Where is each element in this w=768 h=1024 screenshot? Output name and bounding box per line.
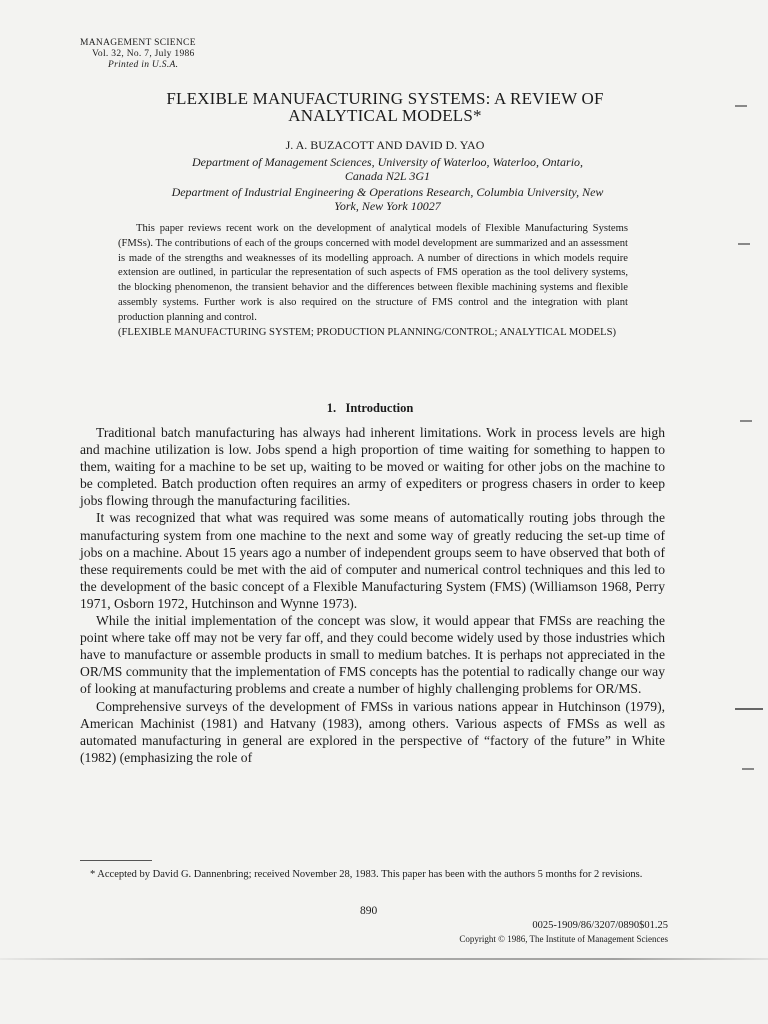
footnote: [80, 868, 680, 882]
paper-authors: J. A. BUZACOTT AND DAVID D. YAO: [285, 138, 485, 152]
scan-margin-mark: [742, 768, 754, 770]
paragraph: While the initial implementation of the concept was slow, it would appear that FMSs are reaching the point where take off may not be very far off, and they could become widely used by those industries which have to manufacture or assemble products in small to medium batches. It is perhaps not appreciated in the OR/MS community that the implementation of FMS concepts has the potential to radically change our way of looking at manufacturing problems and create a number of highly challenging problems for OR/MS.: [80, 613, 665, 697]
journal-header: [80, 38, 196, 71]
section-heading: [0, 401, 740, 416]
footnote-text: * Accepted by David G. Dannenbring; received November 28, 1983. This paper has been with the authors 5 months for 2 revisions.: [90, 869, 643, 880]
affiliation-line: Department of Management Sciences, University of Waterloo, Waterloo, Ontario,: [191, 155, 584, 169]
journal-volume: Vol. 32, No. 7, July 1986: [92, 49, 195, 59]
section-number: 1.: [326, 401, 337, 415]
keywords: (FLEXIBLE MANUFACTURING SYSTEM; PRODUCTION PLANNING/CONTROL; ANALYTICAL MODELS): [118, 326, 617, 338]
title-line: ANALYTICAL MODELS*: [288, 106, 482, 125]
paragraph: Traditional batch manufacturing has always had inherent limitations. Work in process levels are high and machine utilization is low. Jobs spend a high proportion of time waiting for something to happen to them, waiting for a machine to be set up, waiting to be moved or waiting for other jobs on the machine to be completed. Batch production often requires an army of expediters or progress chasers in order to keep jobs flowing through the manufacturing facilities.: [80, 425, 665, 509]
scan-edge-line: [0, 958, 768, 960]
copyright-notice: Copyright © 1986, The Institute of Management Sciences: [459, 934, 668, 944]
body-text: [80, 424, 665, 766]
footnote-divider: [80, 860, 152, 861]
paper-title: [90, 90, 680, 124]
scan-margin-mark: [735, 708, 763, 710]
journal-name: MANAGEMENT SCIENCE: [80, 38, 196, 48]
scan-margin-mark: [740, 420, 752, 422]
affiliation-line: York, New York 10027: [334, 199, 441, 213]
affiliation-line: Department of Industrial Engineering & Operations Research, Columbia University, New: [171, 185, 604, 199]
journal-printed: Printed in U.S.A.: [108, 60, 179, 70]
paragraph: Comprehensive surveys of the development of FMSs in various nations appear in Hutchinson (1979), American Machinist (1981) and Hatvany (1983), among others. Various aspects of FMSs as well as automated manufacturing in general are explored in the perspective of “factory of the future” in White (1982) (emphasizing the role of: [80, 698, 665, 765]
affiliation-line: Canada N2L 3G1: [344, 169, 431, 183]
title-line: FLEXIBLE MANUFACTURING SYSTEMS: A REVIEW OF: [166, 89, 604, 108]
scan-margin-mark: [738, 243, 750, 245]
scan-margin-mark: [735, 105, 747, 107]
abstract: [118, 222, 628, 340]
section-title: Introduction: [345, 401, 414, 415]
article-code: 0025-1909/86/3207/0890$01.25: [532, 920, 668, 931]
paragraph: It was recognized that what was required was some means of automatically routing jobs through the manufacturing system from one machine to the next and some way of greatly reducing the set-up time of jobs on a machine. About 15 years ago a number of independent groups seem to have observed that both of these requirements could be met with the aid of computer and numerical control techniques and this led to the development of the basic concept of a Flexible Manufacturing System (FMS) (Williamson 1968, Perry 1971, Osborn 1972, Hutchinson and Wynne 1973).: [80, 510, 665, 611]
abstract-text: This paper reviews recent work on the development of analytical models of Flexible Manufacturing Systems (FMSs). The contributions of each of the groups concerned with model development are summarized and an assessment is made of the strengths and weaknesses of its modelling approach. A number of directions in which models require extension are outlined, in particular the representation of such aspects of FMS operation as the tool delivery systems, the blocking phenomenon, the transient behavior and the differences between flexible machining systems and flexible assembly systems. Further work is also required on the structure of FMS control and the integration with plant production planning and control.: [118, 223, 628, 323]
affiliation-columbia: [100, 185, 675, 213]
page-number: 890: [360, 905, 378, 917]
affiliation-waterloo: [100, 155, 675, 183]
